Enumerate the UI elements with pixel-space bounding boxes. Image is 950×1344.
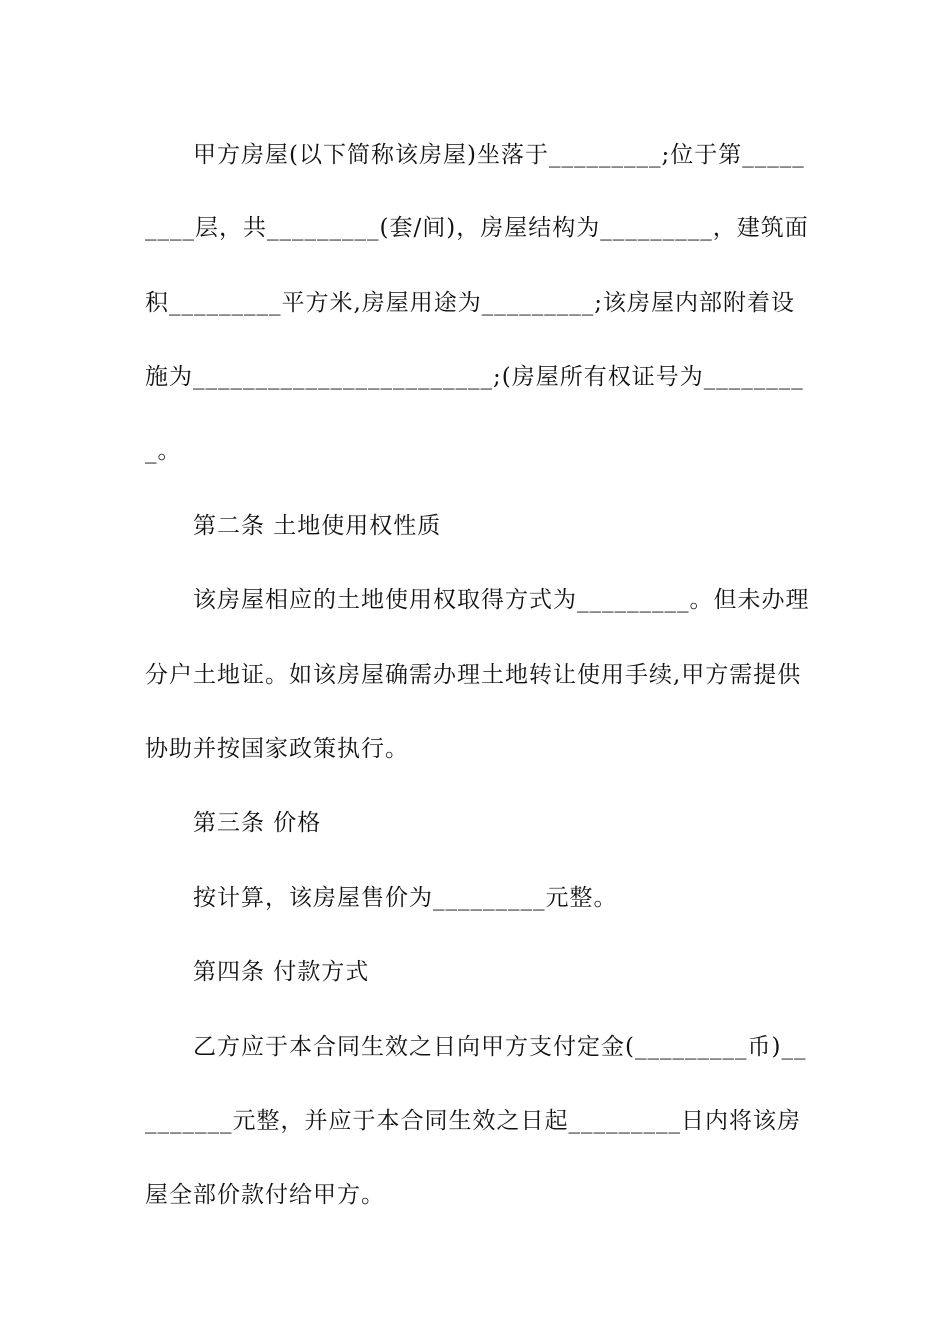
paragraph-line: 按计算，该房屋售价为_________元整。 xyxy=(193,885,618,911)
paragraph-line: _。 xyxy=(145,438,182,464)
paragraph-line: 该房屋相应的土地使用权取得方式为_________。但未办理 xyxy=(193,587,810,613)
paragraph-line: 屋全部价款付给甲方。 xyxy=(145,1182,385,1208)
paragraph-line: 积_________平方米,房屋用途为_________;该房屋内部附着设 xyxy=(145,290,796,316)
paragraph-line: _______元整，并应于本合同生效之日起_________日内将该房 xyxy=(145,1108,801,1134)
paragraph-line: 分户土地证。如该房屋确需办理土地转让使用手续,甲方需提供 xyxy=(145,662,802,688)
section-heading: 第四条 付款方式 xyxy=(193,959,370,985)
paragraph-line: 协助并按国家政策执行。 xyxy=(145,736,409,762)
paragraph-line: 乙方应于本合同生效之日向甲方支付定金(_________币)__ xyxy=(193,1034,807,1060)
section-heading: 第三条 价格 xyxy=(193,810,322,836)
paragraph-line: 施为________________________;(房屋所有权证号为________ xyxy=(145,364,804,390)
paragraph-line: 甲方房屋(以下简称该房屋)坐落于_________;位于第_____ xyxy=(193,142,805,168)
paragraph-line: ____层，共_________(套/间)，房屋结构为_________，建筑面 xyxy=(145,215,809,241)
section-heading: 第二条 土地使用权性质 xyxy=(193,513,442,539)
